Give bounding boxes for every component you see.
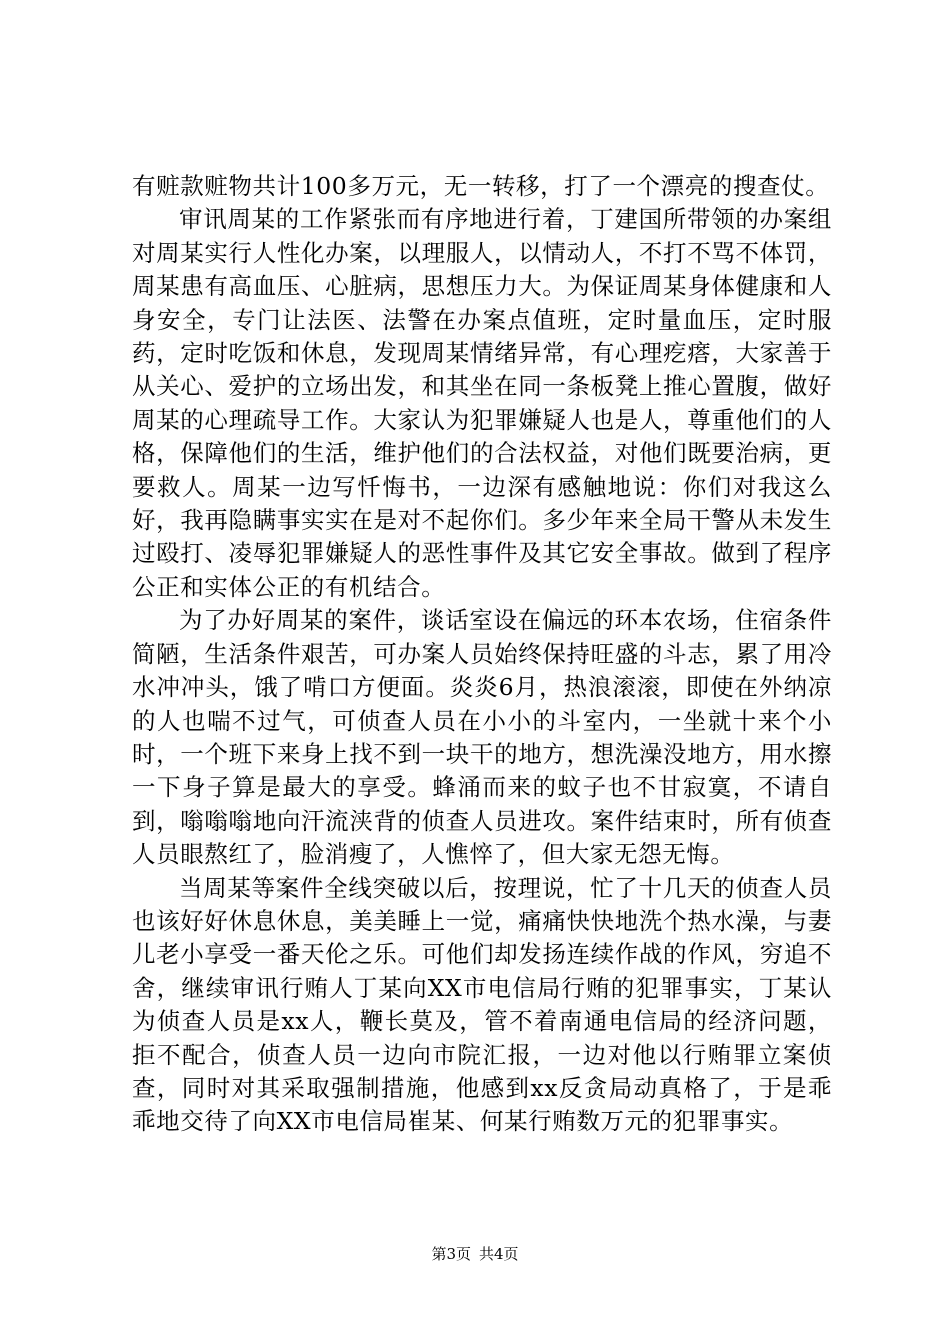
paragraph-working-conditions: 为了办好周某的案件，谈话室设在偏远的环本农场，住宿条件简陋，生活条件艰苦，可办案人员始终保持旺盛的斗志，累了用冷水冲冲头，饿了啃口方便面。炎炎6月，热浪滚滚，即使在外纳凉的人也喘不过气，可侦查人员在小小的斗室内，一坐就十来个小时，一个班下来身上找不到一块干的地方，想洗澡没地方，用水擦一下身子算是最大的享受。蜂涌而来的蚊子也不甘寂寞，不请自到，嗡嗡嗡地向汗流浃背的侦查人员进攻。案件结束时，所有侦查人员眼熬红了，脸消瘦了，人憔悴了，但大家无怨无悔。 <box>132 606 832 869</box>
paragraph-interrogation: 审讯周某的工作紧张而有序地进行着，丁建国所带领的办案组对周某实行人性化办案，以理服人，以情动人，不打不骂不体罚，周某患有高血压、心脏病，思想压力大。为保证周某身体健康和人身安全，专门让法医、法警在办案点值班，定时量血压，定时服药，定时吃饭和休息，发现周某情绪异常，有心理疙瘩，大家善于从关心、爱护的立场出发，和其坐在同一条板凳上推心置腹，做好周某的心理疏导工作。大家认为犯罪嫌疑人也是人，尊重他们的人格，保障他们的生活，维护他们的合法权益，对他们既要治病，更要救人。周某一边写忏悔书，一边深有感触地说：你们对我这么好，我再隐瞒事实实在是对不起你们。多少年来全局干警从未发生过殴打、凌辱犯罪嫌疑人的恶性事件及其它安全事故。做到了程序公正和实体公正的有机结合。 <box>132 205 832 601</box>
document-body <box>132 170 832 1139</box>
page-footer <box>0 1244 950 1264</box>
page-number: 第3页 <box>431 1245 471 1263</box>
paragraph-follow-up-case: 当周某等案件全线突破以后，按理说，忙了十几天的侦查人员也该好好休息休息，美美睡上一觉，痛痛快快地洗个热水澡，与妻儿老小享受一番天伦之乐。可他们却发扬连续作战的作风，穷追不舍，继续审讯行贿人丁某向XX市电信局行贿的犯罪事实，丁某认为侦查人员是xx人，鞭长莫及，管不着南通电信局的经济问题，拒不配合，侦查人员一边向市院汇报，一边对他以行贿罪立案侦查，同时对其采取强制措施，他感到xx反贪局动真格了，于是乖乖地交待了向XX市电信局崔某、何某行贿数万元的犯罪事实。 <box>132 873 832 1136</box>
paragraph-continuation: 有赃款赃物共计100多万元，无一转移，打了一个漂亮的搜查仗。 <box>132 172 830 200</box>
page-total: 共4页 <box>479 1245 519 1263</box>
